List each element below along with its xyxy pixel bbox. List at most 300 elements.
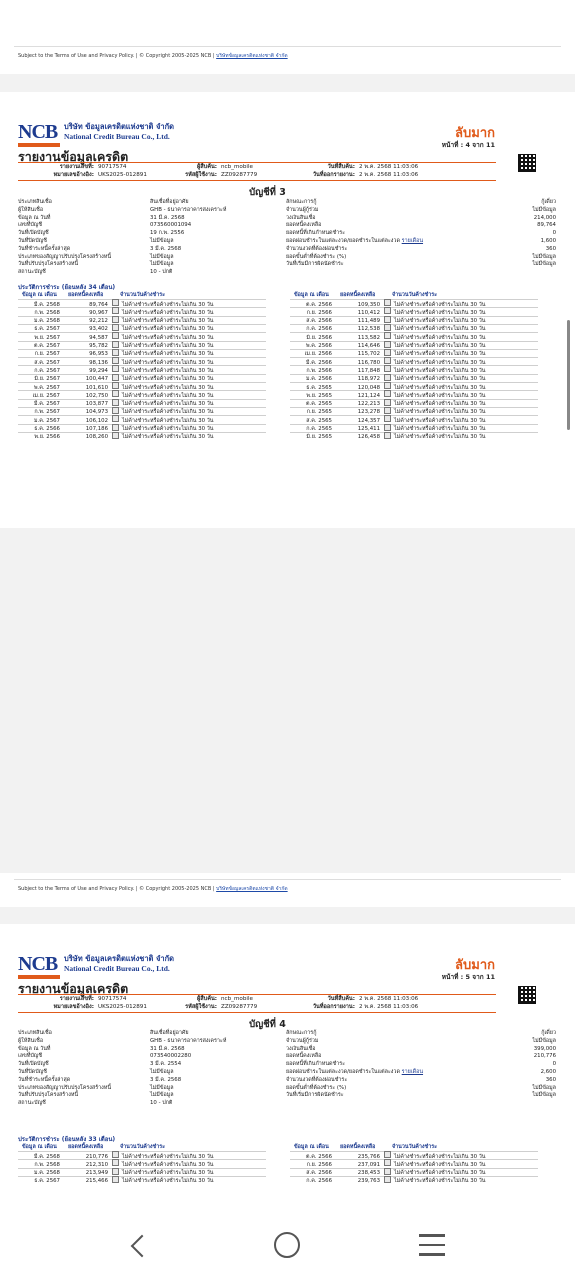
divider [18, 162, 496, 163]
info-member-no: 90717574 [98, 996, 127, 1002]
field-label: วันที่ปรับปรุงโครงสร้างหนี้ [18, 261, 79, 268]
history-balance: 104,973 [85, 409, 108, 416]
history-balance: 123,278 [357, 409, 380, 416]
field-label: เลขที่บัญชี [18, 1053, 43, 1060]
history-balance: 238,453 [357, 1170, 380, 1177]
status-indicator-icon [112, 332, 119, 339]
field-value: 0 [552, 230, 556, 237]
field-label-text: ยอดขั้นต่ำที่ต้องชำระ (%) [286, 253, 347, 260]
history-month: เม.ย. 2567 [32, 392, 60, 399]
field-label: วันที่เปิดบัญชี [18, 230, 49, 237]
field-value: 360 [545, 1076, 556, 1083]
status-indicator-icon [112, 341, 119, 348]
info-inquiry-date: 2 พ.ค. 2568 11:03:06 [359, 164, 419, 170]
history-month: ก.ย. 2566 [306, 309, 332, 316]
field-value: 19 ก.พ. 2556 [150, 230, 185, 237]
history-status: ไม่ค้างชำระหรือค้างชำระไม่เกิน 30 วัน [122, 376, 214, 383]
divider [18, 1012, 496, 1013]
field-value: 3 มี.ค. 2554 [150, 1061, 182, 1068]
account-right-labels [286, 199, 423, 269]
history-month: ก.พ. 2567 [34, 409, 60, 416]
col-balance: ยอดหนี้คงเหลือ [68, 292, 104, 298]
confidential-label: ลับมาก [455, 958, 495, 973]
info-report-date-label: วันที่ออกรายงาน: [312, 1003, 355, 1010]
history-header [22, 291, 165, 299]
status-indicator-icon [112, 382, 119, 389]
footer-text: Subject to the Terms of Use and Privacy Policy. | © Copyright 2005-2025 NCB | [18, 53, 215, 59]
page-footer [0, 40, 575, 74]
history-balance: 98,136 [89, 359, 108, 366]
info-ref: UKS2025-012891 [98, 171, 147, 178]
footer-link[interactable]: บริษัทข้อมูลเครดิตแห่งชาติ จำกัด [216, 886, 288, 892]
history-month: ก.ค. 2567 [34, 367, 60, 374]
history-header [22, 1143, 165, 1151]
field-value: ไม่มีข้อมูล [150, 237, 174, 244]
info-report-date-label: วันที่ออกรายงาน: [312, 171, 355, 178]
field-label-text: ยอดผ่อนชำระในแต่ละงวด/ยอดชำระในแต่ละงวด [286, 1068, 400, 1075]
field-value: GHB - ธนาคารอาคารสงเคราะห์ [150, 1037, 227, 1044]
history-status: ไม่ค้างชำระหรือค้างชำระไม่เกิน 30 วัน [122, 1153, 214, 1160]
field-value: GHB - ธนาคารอาคารสงเคราะห์ [150, 206, 227, 213]
page-footer-2 [0, 873, 575, 907]
history-status: ไม่ค้างชำระหรือค้างชำระไม่เกิน 30 วัน [394, 1170, 486, 1177]
history-month: ก.พ. 2568 [34, 1161, 60, 1168]
history-balance: 213,949 [85, 1170, 108, 1177]
field-value: 073560001094 [150, 222, 192, 229]
account-right-values [470, 199, 556, 269]
field-label: ประเภทของสัญญาปรับปรุงโครงสร้างหนี้ [18, 1084, 112, 1091]
status-indicator-icon [384, 365, 391, 372]
history-status: ไม่ค้างชำระหรือค้างชำระไม่เกิน 30 วัน [394, 367, 486, 374]
payment-history-title: ประวัติการชำระ (ย้อนหลัง 33 เดือน) [18, 1136, 116, 1143]
field-label: ประเภทสินเชื่อ [18, 199, 52, 205]
status-indicator-icon [384, 341, 391, 348]
col-balance: ยอดหนี้คงเหลือ [340, 1144, 376, 1150]
history-balance: 210,776 [85, 1153, 108, 1160]
field-value: ไม่มีข้อมูล [532, 206, 556, 213]
history-status: ไม่ค้างชำระหรือค้างชำระไม่เกิน 30 วัน [122, 301, 214, 308]
history-balance: 239,763 [357, 1178, 380, 1185]
field-value: ไม่มีข้อมูล [532, 1092, 556, 1099]
report-page-4 [0, 92, 575, 528]
status-indicator-icon [112, 307, 119, 314]
info-ref-label: หมายเลขอ้างอิง: [53, 171, 94, 178]
history-balance: 106,102 [85, 417, 108, 424]
field-value: ไม่มีข้อมูล [150, 261, 174, 268]
field-label: ประเภทของสัญญาปรับปรุงโครงสร้างหนี้ [18, 253, 112, 260]
history-month: พ.ย. 2567 [34, 334, 60, 341]
history-month: ก.ย. 2566 [306, 1161, 332, 1168]
history-month: ธ.ค. 2567 [34, 326, 60, 333]
info-user-code: ZZ09287779 [221, 171, 258, 178]
col-month: ข้อมูล ณ เดือน [294, 292, 329, 298]
field-label: วันที่ปรับปรุงโครงสร้างหนี้ [18, 1092, 79, 1099]
status-indicator-icon [384, 415, 391, 422]
history-status: ไม่ค้างชำระหรือค้างชำระไม่เกิน 30 วัน [394, 392, 486, 399]
field-value: 399,000 [533, 1045, 556, 1052]
field-value: กู้เดี่ยว [541, 199, 556, 205]
history-month: ก.พ. 2568 [34, 309, 60, 316]
status-indicator-icon [112, 357, 119, 364]
status-indicator-icon [112, 1159, 119, 1166]
field-value: 10 - ปกติ [150, 1100, 173, 1107]
history-status: ไม่ค้างชำระหรือค้างชำระไม่เกิน 30 วัน [394, 326, 486, 333]
history-balance: 124,357 [357, 417, 380, 424]
field-value: ไม่มีข้อมูล [532, 261, 556, 268]
history-status: ไม่ค้างชำระหรือค้างชำระไม่เกิน 30 วัน [122, 326, 214, 333]
page-number: หน้าที่ : 5 จาก 11 [441, 973, 495, 981]
info-user: ncb_mobile [221, 996, 253, 1002]
history-balance: 109,350 [357, 301, 380, 308]
field-label [286, 238, 423, 246]
field-label: ข้อมูล ณ วันที่ [18, 214, 51, 221]
account-left-labels [18, 199, 111, 277]
history-month: มิ.ย. 2565 [306, 434, 332, 441]
history-status: ไม่ค้างชำระหรือค้างชำระไม่เกิน 30 วัน [122, 1170, 214, 1177]
status-indicator-icon [112, 432, 119, 439]
account-right-values [470, 1030, 556, 1100]
history-status: ไม่ค้างชำระหรือค้างชำระไม่เกิน 30 วัน [394, 409, 486, 416]
history-balance: 112,538 [357, 326, 380, 333]
field-label-text: วงเงินสินเชื่อ [286, 1045, 316, 1052]
status-indicator-icon [384, 324, 391, 331]
history-status: ไม่ค้างชำระหรือค้างชำระไม่เกิน 30 วัน [394, 426, 486, 432]
history-status: ไม่ค้างชำระหรือค้างชำระไม่เกิน 30 วัน [122, 351, 214, 358]
history-balance: 107,186 [85, 426, 108, 432]
history-month: ส.ค. 2566 [306, 1170, 332, 1177]
history-status: ไม่ค้างชำระหรือค้างชำระไม่เกิน 30 วัน [394, 1178, 486, 1185]
divider [18, 180, 496, 181]
info-member-no-label: รายงานเลขที่: [59, 164, 94, 170]
field-label [286, 1069, 423, 1077]
history-month: ม.ค. 2566 [305, 376, 332, 383]
info-member-no: 90717574 [98, 164, 127, 170]
field-label-text: ยอดหนี้ที่เกินกำหนดชำระ [286, 230, 345, 237]
history-month: พ.ค. 2567 [33, 384, 60, 391]
field-label [286, 1092, 423, 1100]
status-indicator-icon [384, 407, 391, 414]
ncb-logo [18, 954, 60, 979]
status-indicator-icon [384, 1168, 391, 1175]
history-month: ก.ค. 2566 [306, 326, 332, 333]
status-indicator-icon [112, 349, 119, 356]
col-month: ข้อมูล ณ เดือน [22, 1144, 57, 1150]
history-month: ต.ค. 2566 [306, 301, 332, 308]
field-label-text: ลักษณะการกู้ [286, 1030, 317, 1036]
history-month: เม.ย. 2566 [304, 351, 332, 358]
history-balance: 108,260 [85, 434, 108, 441]
history-row [18, 432, 242, 442]
history-month: ส.ค. 2565 [306, 417, 332, 424]
field-label-text: ยอดขั้นต่ำที่ต้องชำระ (%) [286, 1084, 347, 1091]
status-indicator-icon [384, 1176, 391, 1183]
field-label-text: จำนวนงวดที่ต้องผ่อนชำระ [286, 245, 348, 252]
company-name [64, 122, 174, 142]
info-inquiry-date-label: วันที่สืบค้น: [327, 164, 355, 170]
info-user-code: ZZ09287779 [221, 1003, 258, 1010]
qr-code [518, 986, 536, 1004]
field-value: 31 มี.ค. 2568 [150, 1045, 185, 1052]
back-icon[interactable] [131, 1235, 154, 1258]
payment-frequency-link[interactable]: รายเดือน [401, 237, 424, 244]
field-label: ข้อมูล ณ วันที่ [18, 1045, 51, 1052]
status-indicator-icon [384, 432, 391, 439]
status-indicator-icon [112, 424, 119, 431]
field-value: ไม่มีข้อมูล [532, 253, 556, 260]
payment-frequency-link[interactable]: รายเดือน [401, 1068, 424, 1075]
status-indicator-icon [384, 299, 391, 306]
history-status: ไม่ค้างชำระหรือค้างชำระไม่เกิน 30 วัน [122, 318, 214, 325]
status-indicator-icon [384, 390, 391, 397]
field-label-text: ยอดหนี้คงเหลือ [286, 1053, 322, 1060]
history-status: ไม่ค้างชำระหรือค้างชำระไม่เกิน 30 วัน [122, 384, 214, 391]
history-balance: 212,310 [85, 1161, 108, 1168]
history-status: ไม่ค้างชำระหรือค้างชำระไม่เกิน 30 วัน [122, 309, 214, 316]
history-balance: 96,953 [89, 351, 108, 358]
history-header [294, 291, 437, 299]
status-indicator-icon [112, 365, 119, 372]
history-month: ม.ค. 2567 [33, 417, 60, 424]
status-indicator-icon [112, 299, 119, 306]
history-status: ไม่ค้างชำระหรือค้างชำระไม่เกิน 30 วัน [122, 392, 214, 399]
field-label-text: ลักษณะการกู้ [286, 199, 317, 205]
history-status: ไม่ค้างชำระหรือค้างชำระไม่เกิน 30 วัน [394, 301, 486, 308]
history-balance: 99,294 [89, 367, 108, 374]
col-status: จำนวนวันค้างชำระ [392, 292, 438, 298]
field-label: เลขที่บัญชี [18, 222, 43, 229]
status-indicator-icon [112, 1176, 119, 1183]
history-balance: 116,780 [357, 359, 380, 366]
home-icon[interactable] [274, 1232, 300, 1258]
field-label-text: จำนวนงวดที่ต้องผ่อนชำระ [286, 1076, 348, 1083]
col-month: ข้อมูล ณ เดือน [22, 292, 57, 298]
history-balance: 111,489 [357, 318, 380, 325]
status-indicator-icon [112, 390, 119, 397]
status-indicator-icon [384, 374, 391, 381]
status-indicator-icon [112, 324, 119, 331]
field-label: สถานะบัญชี [18, 269, 46, 276]
field-value: 10 - ปกติ [150, 269, 173, 276]
history-status: ไม่ค้างชำระหรือค้างชำระไม่เกิน 30 วัน [394, 376, 486, 383]
history-status: ไม่ค้างชำระหรือค้างชำระไม่เกิน 30 วัน [122, 426, 214, 432]
history-balance: 114,646 [357, 343, 380, 349]
history-status: ไม่ค้างชำระหรือค้างชำระไม่เกิน 30 วัน [122, 1161, 214, 1168]
field-value: 1,600 [540, 237, 556, 244]
field-label: สถานะบัญชี [18, 1100, 46, 1107]
field-label-text: ยอดผ่อนชำระในแต่ละงวด/ยอดชำระในแต่ละงวด [286, 237, 400, 244]
history-balance: 103,877 [85, 401, 108, 408]
history-status: ไม่ค้างชำระหรือค้างชำระไม่เกิน 30 วัน [122, 417, 214, 424]
history-balance: 100,447 [85, 376, 108, 383]
history-month: พ.ย. 2566 [34, 434, 60, 441]
history-status: ไม่ค้างชำระหรือค้างชำระไม่เกิน 30 วัน [394, 318, 486, 325]
report-info-table [22, 164, 496, 179]
field-label [286, 261, 423, 269]
info-member-no-label: รายงานเลขที่: [59, 996, 94, 1002]
info-user-code-label: รหัสผู้ใช้งาน: [185, 1003, 217, 1010]
history-month: ก.ค. 2566 [306, 1178, 332, 1185]
field-value: 3 มี.ค. 2568 [150, 1076, 182, 1083]
col-status: จำนวนวันค้างชำระ [392, 1144, 438, 1150]
field-value: ไม่มีข้อมูล [150, 253, 174, 260]
history-month: ต.ค. 2566 [306, 1153, 332, 1160]
field-label-text: ยอดหนี้ที่เกินกำหนดชำระ [286, 1061, 345, 1068]
field-value: ไม่มีข้อมูล [150, 1092, 174, 1099]
history-balance: 94,587 [89, 334, 108, 341]
status-indicator-icon [112, 1168, 119, 1175]
info-user-label: ผู้สืบค้น: [196, 996, 217, 1002]
col-status: จำนวนวันค้างชำระ [120, 292, 166, 298]
qr-code [518, 154, 536, 172]
info-inquiry-date: 2 พ.ค. 2568 11:03:06 [359, 996, 419, 1002]
field-value: ไม่มีข้อมูล [150, 1068, 174, 1075]
field-value: กู้เดี่ยว [541, 1030, 556, 1036]
history-header [294, 1143, 437, 1151]
footer-link[interactable]: บริษัทข้อมูลเครดิตแห่งชาติ จำกัด [216, 53, 288, 59]
account-left-labels [18, 1030, 111, 1108]
history-month: ม.ค. 2568 [33, 1170, 60, 1177]
field-label-text: จำนวนผู้กู้ร่วม [286, 1037, 319, 1044]
status-indicator-icon [384, 382, 391, 389]
status-indicator-icon [112, 407, 119, 414]
field-label [286, 1061, 423, 1069]
status-indicator-icon [112, 399, 119, 406]
status-indicator-icon [384, 332, 391, 339]
history-balance: 237,091 [357, 1161, 380, 1168]
account-left-values [150, 199, 226, 277]
info-ref-label: หมายเลขอ้างอิง: [53, 1003, 94, 1010]
status-indicator-icon [384, 357, 391, 364]
history-balance: 92,212 [89, 318, 108, 325]
history-balance: 93,402 [89, 326, 108, 333]
history-status: ไม่ค้างชำระหรือค้างชำระไม่เกิน 30 วัน [394, 417, 486, 424]
report-title: รายงานข้อมูลเครดิต [18, 149, 129, 164]
confidential-label: ลับมาก [455, 126, 495, 141]
field-label-text: ยอดหนี้คงเหลือ [286, 222, 322, 229]
info-ref: UKS2025-012891 [98, 1003, 147, 1010]
field-label: วันที่ชำระหนี้ครั้งล่าสุด [18, 1076, 71, 1083]
field-value: ไม่มีข้อมูล [532, 1037, 556, 1044]
history-month: พ.ย. 2565 [306, 392, 332, 399]
field-value: สินเชื่อที่อยู่อาศัย [150, 1030, 189, 1036]
field-label-text: จำนวนผู้กู้ร่วม [286, 206, 319, 213]
history-status: ไม่ค้างชำระหรือค้างชำระไม่เกิน 30 วัน [122, 359, 214, 366]
company-name-en: National Credit Bureau Co., Ltd. [64, 964, 170, 973]
history-status: ไม่ค้างชำระหรือค้างชำระไม่เกิน 30 วัน [394, 1153, 486, 1160]
history-month: ก.ย. 2567 [34, 351, 60, 358]
history-status: ไม่ค้างชำระหรือค้างชำระไม่เกิน 30 วัน [394, 384, 486, 391]
history-month: มี.ค. 2568 [33, 301, 60, 308]
company-name [64, 954, 174, 974]
field-value: 210,776 [533, 1053, 556, 1060]
history-balance: 121,124 [357, 392, 380, 399]
history-balance: 110,412 [357, 309, 380, 316]
account-title: บัญชีที่ 4 [249, 1019, 286, 1030]
account-left-values [150, 1030, 226, 1108]
col-status: จำนวนวันค้างชำระ [120, 1144, 166, 1150]
ncb-logo-text: NCB [18, 953, 58, 975]
field-label: วันที่เปิดบัญชี [18, 1061, 49, 1068]
field-label: วันที่ชำระหนี้ครั้งล่าสุด [18, 245, 71, 252]
history-status: ไม่ค้างชำระหรือค้างชำระไม่เกิน 30 วัน [394, 309, 486, 316]
field-value: ไม่มีข้อมูล [150, 1084, 174, 1091]
field-label [286, 207, 423, 215]
history-month: ธ.ค. 2566 [34, 426, 60, 432]
history-balance: 215,466 [85, 1178, 108, 1185]
field-label [286, 1030, 423, 1038]
history-balance: 117,848 [357, 367, 380, 374]
history-status: ไม่ค้างชำระหรือค้างชำระไม่เกิน 30 วัน [394, 343, 486, 349]
status-indicator-icon [112, 415, 119, 422]
status-indicator-icon [384, 316, 391, 323]
history-month: ก.พ. 2566 [306, 367, 332, 374]
ncb-logo-text: NCB [18, 121, 58, 143]
history-status: ไม่ค้างชำระหรือค้างชำระไม่เกิน 30 วัน [122, 367, 214, 374]
history-balance: 115,702 [357, 351, 380, 358]
status-indicator-icon [384, 424, 391, 431]
history-balance: 126,458 [357, 434, 380, 441]
history-status: ไม่ค้างชำระหรือค้างชำระไม่เกิน 30 วัน [122, 343, 214, 349]
history-month: พ.ค. 2566 [305, 343, 332, 349]
company-name-en: National Credit Bureau Co., Ltd. [64, 132, 170, 141]
field-label-text: วันที่เริ่มมีการผิดนัดชำระ [286, 1092, 344, 1099]
history-month: ต.ค. 2567 [34, 343, 60, 349]
field-value: 073540002280 [150, 1053, 192, 1060]
field-label [286, 230, 423, 238]
history-balance: 102,750 [85, 392, 108, 399]
col-balance: ยอดหนี้คงเหลือ [68, 1144, 104, 1150]
history-status: ไม่ค้างชำระหรือค้างชำระไม่เกิน 30 วัน [394, 401, 486, 408]
history-balance: 235,766 [357, 1153, 380, 1160]
history-status: ไม่ค้างชำระหรือค้างชำระไม่เกิน 30 วัน [122, 1178, 214, 1185]
history-status: ไม่ค้างชำระหรือค้างชำระไม่เกิน 30 วัน [122, 401, 214, 408]
history-month: มี.ค. 2568 [33, 1153, 60, 1160]
status-indicator-icon [112, 1151, 119, 1158]
history-row [18, 1176, 242, 1186]
history-balance: 125,411 [357, 426, 380, 432]
history-month: มิ.ย. 2566 [306, 334, 332, 341]
report-title: รายงานข้อมูลเครดิต [18, 981, 129, 996]
history-month: ธ.ค. 2567 [34, 1178, 60, 1185]
status-indicator-icon [384, 399, 391, 406]
info-report-date: 2 พ.ค. 2568 11:03:06 [359, 171, 419, 178]
history-month: ก.ค. 2565 [306, 426, 332, 432]
history-month: ต.ค. 2565 [306, 401, 332, 408]
field-value: 360 [545, 245, 556, 252]
divider [18, 994, 496, 995]
status-indicator-icon [384, 1151, 391, 1158]
field-value: สินเชื่อที่อยู่อาศัย [150, 199, 189, 205]
history-balance: 90,967 [89, 309, 108, 316]
history-month: ธ.ค. 2565 [306, 384, 332, 391]
status-indicator-icon [384, 1159, 391, 1166]
field-label [286, 246, 423, 254]
history-month: มิ.ย. 2567 [34, 376, 60, 383]
field-label: ผู้ให้สินเชื่อ [18, 206, 44, 213]
field-label-text: วันที่เริ่มมีการผิดนัดชำระ [286, 261, 344, 268]
history-balance: 118,972 [357, 376, 380, 383]
scrollbar[interactable] [567, 320, 570, 430]
recent-apps-icon[interactable] [419, 1234, 445, 1263]
android-nav-bar [0, 1220, 575, 1280]
history-status: ไม่ค้างชำระหรือค้างชำระไม่เกิน 30 วัน [122, 434, 214, 441]
field-label [286, 1077, 423, 1085]
history-status: ไม่ค้างชำระหรือค้างชำระไม่เกิน 30 วัน [394, 434, 486, 441]
field-value: 0 [552, 1061, 556, 1068]
history-month: มี.ค. 2566 [305, 359, 332, 366]
col-month: ข้อมูล ณ เดือน [294, 1144, 329, 1150]
info-user: ncb_mobile [221, 164, 253, 170]
